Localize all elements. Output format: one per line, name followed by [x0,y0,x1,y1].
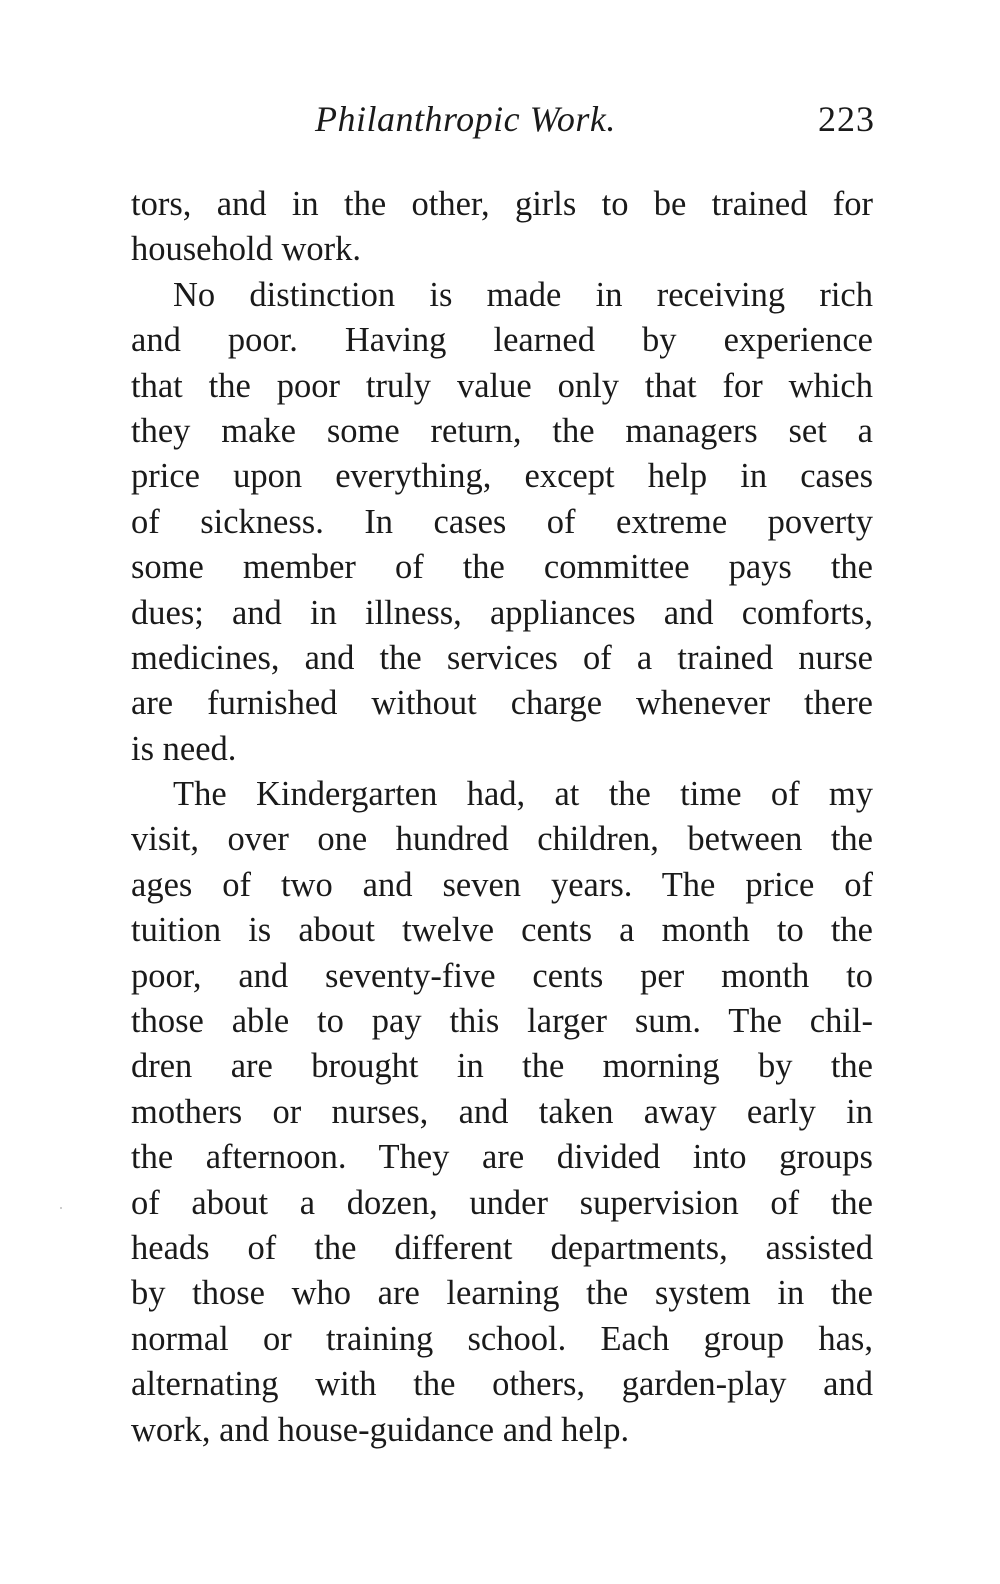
text-line: is need. [131,729,237,768]
text-line: they make some return, the managers set a [131,411,873,450]
running-title: Philanthropic Work. [315,99,616,139]
text-line: tuition is about twelve cents a month to the [131,911,873,950]
text-line: dues; and in illness, appliances and comforts, [131,593,873,632]
text-line: poor, and seventy-five cents per month to [131,956,873,995]
body-text [131,182,873,1453]
text-line: medicines, and the services of a trained nurse [131,638,873,677]
text-line: mothers or nurses, and taken away early in [131,1092,873,1131]
text-line: that the poor truly value only that for which [131,366,873,405]
text-line: tors, and in the other, girls to be trained for [131,185,873,223]
text-line: alternating with the others, garden-play and [131,1365,873,1404]
text-line: ages of two and seven years. The price of [131,865,873,904]
text-line: The Kindergarten had, at the time of my [173,775,873,814]
text-line: price upon everything, except help in cases [131,457,873,496]
text-line: work, and house-guidance and help. [131,1410,630,1449]
text-line: household work. [131,230,361,269]
text-line: and poor. Having learned by experience [131,321,873,360]
text-line: of about a dozen, under supervision of the [131,1183,873,1222]
text-line: heads of the different departments, assisted [131,1228,873,1267]
scan-speck [60,1207,62,1209]
text-line: dren are brought in the morning by the [131,1047,873,1086]
text-line: some member of the committee pays the [131,548,873,587]
text-line: normal or training school. Each group has, [131,1319,873,1358]
text-line: No distinction is made in receiving rich [173,275,873,314]
page-number: 223 [818,99,875,139]
text-line: by those who are learning the system in the [131,1274,873,1313]
text-line: those able to pay this larger sum. The chil- [131,1002,873,1041]
text-line: of sickness. In cases of extreme poverty [131,502,873,541]
text-line: the afternoon. They are divided into groups [131,1138,873,1177]
running-head [130,98,875,148]
text-line: visit, over one hundred children, between the [131,820,873,859]
text-line: are furnished without charge whenever there [131,684,873,723]
